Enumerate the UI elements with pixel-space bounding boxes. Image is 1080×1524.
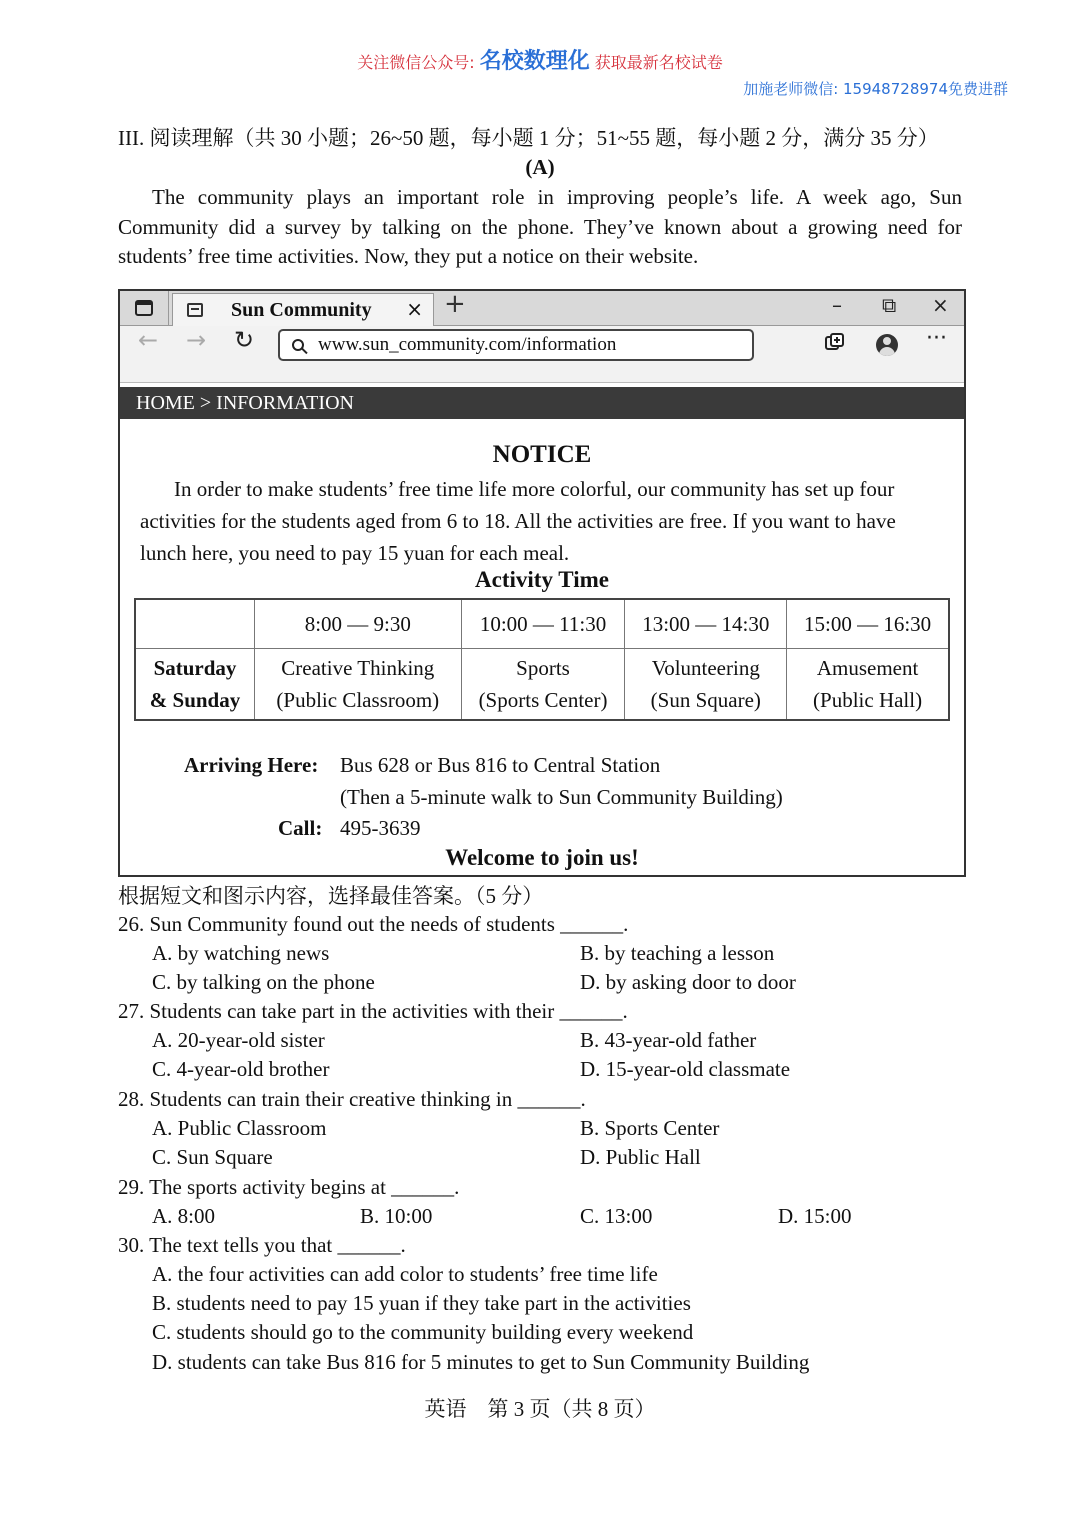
activity-name: Sports [516,656,570,680]
option: C. students should go to the community building every weekend [152,1320,694,1344]
option: A. the four activities can add color to students’ free time life [152,1262,658,1286]
option: D. Public Hall [580,1145,701,1169]
tab-sun-community[interactable] [172,293,434,326]
notice-body: In order to make students’ free time life more colorful, our community has set up four activities for the students aged from 6 to 18. All the activities are free. If you want to have lunch here, you need to pay 15 yuan for each meal. [140,477,896,565]
question-stem: 26. Sun Community found out the needs of students ______. [118,912,629,936]
option: D. 15:00 [778,1204,852,1228]
promo-suffix: 获取最新名校试卷 [594,53,723,72]
promo-line-2: 加施老师微信: 15948728974免费进群 [743,80,1008,98]
activity-cell [625,649,787,721]
option: C. by talking on the phone [152,970,375,994]
day-line-2: & Sunday [149,688,241,712]
activity-name: Amusement [816,656,919,680]
question-stem: 29. The sports activity begins at ______. [118,1175,460,1199]
tab-page-icon [187,303,203,317]
activity-table [134,598,950,721]
tab-title: Sun Community [231,298,372,321]
time-cell: 8:00 — 9:30 [255,599,462,649]
more-menu-button[interactable]: ··· [926,326,947,351]
url-text: www.sun_community.com/information [318,334,617,355]
activity-name: Creative Thinking [281,656,435,680]
address-bar [120,326,964,383]
option: A. 8:00 [152,1204,215,1228]
table-header-row [135,599,949,649]
questions-instruction: 根据短文和图示内容，选择最佳答案。（5 分） [118,884,544,908]
promo-line-1 [0,44,1080,75]
activity-place: (Sports Center) [478,688,608,712]
intro-paragraph: The community plays an important role in improving people’s life. A week ago, Sun Community did a survey by talking on the phone. They’ve known about a growing need for students’ free time activities. Now, they put a notice on their website. [118,185,962,268]
table-corner-cell [135,599,255,649]
time-cell: 15:00 — 16:30 [787,599,949,649]
passage-label: (A) [525,155,555,179]
arriving-label: Arriving Here: [184,753,319,777]
day-line-1: Saturday [153,656,237,680]
option: D. by asking door to door [580,970,796,994]
reload-button[interactable]: ↻ [234,326,255,354]
promo-prefix: 关注微信公众号: [357,53,475,72]
browser-window [118,289,966,877]
profile-icon[interactable] [876,334,898,356]
notice-title: NOTICE [492,441,592,468]
tab-close-button[interactable]: × [406,297,423,321]
option: B. 10:00 [360,1204,433,1228]
option: C. 4-year-old brother [152,1057,330,1081]
promo-brand: 名校数理化 [479,49,590,74]
question-stem: 30. The text tells you that ______. [118,1233,406,1257]
activity-place: (Sun Square) [650,688,761,712]
activity-cell [787,649,949,721]
page-footer: 英语 第 3 页（共 8 页） [424,1397,656,1421]
section-title: III. 阅读理解（共 30 小题；26~50 题，每小题 1 分；51~55 题，每小题 2 分，满分 35 分） [118,126,939,150]
search-icon [292,339,304,351]
arriving-line-1: Bus 628 or Bus 816 to Central Station [340,753,661,777]
call-label: Call: [278,816,323,840]
option: B. by teaching a lesson [580,941,775,965]
back-button[interactable]: ← [138,326,159,354]
window-close-button[interactable]: × [932,293,949,317]
activity-time-title: Activity Time [475,567,609,592]
option: D. 15-year-old classmate [580,1057,791,1081]
activity-cell [461,649,625,721]
option: A. Public Classroom [152,1116,327,1140]
option: C. 13:00 [580,1204,653,1228]
welcome-text: Welcome to join us! [445,845,639,870]
call-number: 495-3639 [340,816,421,840]
time-cell: 13:00 — 14:30 [625,599,787,649]
activity-cell [255,649,462,721]
table-row [135,649,949,721]
option: D. students can take Bus 816 for 5 minutes to get to Sun Community Building [152,1350,810,1374]
day-cell [135,649,255,721]
url-input[interactable] [278,329,754,361]
option: A. 20-year-old sister [152,1028,325,1052]
new-tab-button[interactable]: + [444,289,466,319]
sidebar-toggle-button[interactable] [120,291,169,325]
option: B. 43-year-old father [580,1028,757,1052]
arriving-line-2: (Then a 5-minute walk to Sun Community Building) [340,785,783,809]
activity-place: (Public Hall) [813,688,923,712]
breadcrumb: HOME > INFORMATION [120,387,964,419]
sidebar-icon [135,300,153,316]
collections-button[interactable] [824,332,846,358]
option: C. Sun Square [152,1145,273,1169]
restore-button[interactable]: ⧉ [882,293,897,317]
option: A. by watching news [152,941,330,965]
tab-bar [120,291,964,326]
collections-icon [824,332,846,354]
activity-name: Volunteering [651,656,760,680]
option: B. students need to pay 15 yuan if they take part in the activities [152,1291,691,1315]
time-cell: 10:00 — 11:30 [461,599,625,649]
question-stem: 27. Students can take part in the activities with their ______. [118,999,628,1023]
question-stem: 28. Students can train their creative thinking in ______. [118,1087,586,1111]
minimize-button[interactable]: – [832,293,842,317]
activity-place: (Public Classroom) [276,688,440,712]
forward-button[interactable]: → [186,326,207,354]
option: B. Sports Center [580,1116,720,1140]
